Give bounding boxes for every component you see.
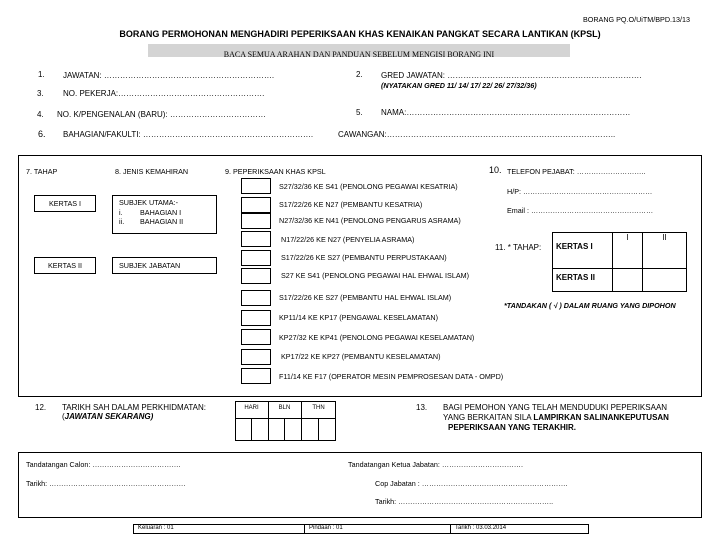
tarikh-calon[interactable]: Tarikh: ………………………………………………… xyxy=(26,479,186,488)
option-label-10: KP17/22 KE KP27 (PEMBANTU KESELAMATAN) xyxy=(281,352,441,361)
option-checkbox-3[interactable] xyxy=(241,213,271,229)
date-col-thn: THN xyxy=(312,405,325,411)
option-checkbox-2[interactable] xyxy=(241,197,271,213)
bahagian-1-label: BAHAGIAN I xyxy=(140,208,182,217)
field-13-line-1: BAGI PEMOHON YANG TELAH MENDUDUKI PEPERIKSAAN xyxy=(443,403,668,412)
field-13-number: 13. xyxy=(416,403,428,412)
field-13-line-3: PEPERIKSAAN YANG TERAKHIR. xyxy=(448,423,577,432)
field-2-number: 2. xyxy=(356,70,363,79)
option-checkbox-1[interactable] xyxy=(241,178,271,194)
jawatan-sekarang-label xyxy=(62,412,153,421)
tahap-cell-k1-ii[interactable] xyxy=(643,244,687,268)
option-checkbox-5[interactable] xyxy=(241,250,271,266)
bahagian-2-number: ii. xyxy=(119,217,125,226)
lampirkan-text: LAMPIRKAN SALINANKEPUTUSAN xyxy=(533,413,669,422)
tahap-row-kertas-1: KERTAS I xyxy=(556,242,593,251)
tarikh-footer: Tarikh : 03.03.2014 xyxy=(455,525,507,531)
field-5-number: 5. xyxy=(356,108,363,117)
tahap-col-ii: II xyxy=(662,233,667,242)
revision-divider-2 xyxy=(450,524,451,534)
cop-jabatan[interactable]: Cop Jabatan : ……………………………………………………. xyxy=(375,479,568,488)
gred-note: (NYATAKAN GRED 11/ 14/ 17/ 22/ 26/ 27/32/36) xyxy=(381,81,537,90)
field-13-line-2 xyxy=(443,413,669,422)
option-checkbox-11[interactable] xyxy=(241,368,271,384)
tandakan-note: *TANDAKAN ( √ ) DALAM RUANG YANG DIPOHON xyxy=(504,301,676,310)
field-email[interactable]: Email : …………………………………………… xyxy=(507,206,654,215)
option-label-5: S17/22/26 KE S27 (PEMBANTU PERPUSTAKAAN) xyxy=(281,253,447,262)
option-label-4: N17/22/26 KE N27 (PENYELIA ASRAMA) xyxy=(281,235,415,244)
option-label-8: KP11/14 KE KP17 (PENGAWAL KESELAMATAN) xyxy=(279,313,438,322)
field-10-number: 10. xyxy=(489,165,502,175)
tandatangan-ketua[interactable]: Tandatangan Ketua Jabatan: ……………………………. xyxy=(348,460,523,469)
subjek-utama-label: SUBJEK UTAMA:- xyxy=(119,198,178,207)
revision-table xyxy=(133,524,589,534)
field-4-number: 4. xyxy=(37,110,44,119)
field-12-number: 12. xyxy=(35,403,47,412)
field-cawangan[interactable]: CAWANGAN:………………………………………………………………………….. xyxy=(338,130,616,139)
field-3-number: 3. xyxy=(37,89,44,98)
tahap-col-i: I xyxy=(626,233,629,242)
option-checkbox-10[interactable] xyxy=(241,349,271,365)
jawatan-sekarang-paren: ( xyxy=(62,412,65,421)
keluaran: Keluaran : 01 xyxy=(138,525,174,531)
date-input-cells[interactable] xyxy=(236,419,335,440)
option-label-7: S17/22/26 KE S27 (PEMBANTU HAL EHWAL ISLAM) xyxy=(279,293,452,302)
subjek-jabatan-label: SUBJEK JABATAN xyxy=(119,261,181,270)
option-label-2: S17/22/26 KE N27 (PEMBANTU KESATRIA) xyxy=(279,200,423,209)
kertas-2-label: KERTAS II xyxy=(47,261,83,270)
option-checkbox-8[interactable] xyxy=(241,310,271,326)
jawatan-sekarang-text: JAWATAN SEKARANG) xyxy=(64,412,154,421)
field-nama[interactable]: NAMA:………………………………………………………………………… xyxy=(381,108,631,117)
tarikh-ketua[interactable]: Tarikh: ……………………………………………………….. xyxy=(375,497,554,506)
field-no-pekerja[interactable]: NO. PEKERJA:………………………………………………. xyxy=(63,89,265,98)
field-jawatan[interactable]: JAWATAN: ………………………………………………………. xyxy=(63,71,275,80)
option-checkbox-6[interactable] xyxy=(241,268,271,284)
banner-text: BACA SEMUA ARAHAN DAN PANDUAN SEBELUM MENGISI BORANG INI xyxy=(223,50,495,59)
tahap-cell-k2-i[interactable] xyxy=(613,269,642,292)
tarikh-sah-label: TARIKH SAH DALAM PERKHIDMATAN: xyxy=(62,403,207,412)
option-checkbox-9[interactable] xyxy=(241,329,271,345)
option-checkbox-4[interactable] xyxy=(241,231,271,247)
form-title: BORANG PERMOHONAN MENGHADIRI PEPERIKSAAN KHAS KENAIKAN PANGKAT SECARA LANTIKAN (KPSL) xyxy=(119,29,601,39)
option-label-3: N27/32/36 KE N41 (PENOLONG PENGARUS ASRAMA) xyxy=(279,216,461,225)
kertas-1-label: KERTAS I xyxy=(48,199,82,208)
field-6-number: 6. xyxy=(38,129,46,139)
field-1-number: 1. xyxy=(38,70,45,79)
tandatangan-calon[interactable]: Tandatangan Calon: ………………………………. xyxy=(26,460,181,469)
revision-divider-1 xyxy=(304,524,305,534)
field-bahagian-fakulti[interactable]: BAHAGIAN/FAKULTI: ………………………………………………………. xyxy=(63,130,314,139)
field-hp[interactable]: H/P: ……………………………………………… xyxy=(507,187,653,196)
option-label-6: S27 KE S41 (PENOLONG PEGAWAI HAL EHWAL ISLAM) xyxy=(281,271,469,280)
tahap-header: 7. TAHAP xyxy=(26,167,58,176)
subjek-utama-box xyxy=(112,195,217,234)
kertas-2-box xyxy=(34,257,96,274)
field-gred-jawatan[interactable]: GRED JAWATAN: ………………………………………………………………. xyxy=(381,71,642,80)
bahagian-1-number: i. xyxy=(119,208,123,217)
subjek-jabatan-box xyxy=(112,257,217,274)
tahap-row-kertas-2: KERTAS II xyxy=(556,273,595,282)
date-col-hari: HARI xyxy=(244,405,259,411)
field-telefon-pejabat[interactable]: TELEFON PEJABAT: ……………………….. xyxy=(507,167,646,176)
option-label-1: S27/32/36 KE S41 (PENOLONG PEGAWAI KESATRIA) xyxy=(279,182,458,191)
kertas-1-box xyxy=(34,195,96,212)
field-no-kp[interactable]: NO. K/PENGENALAN (BARU): ……………………………… xyxy=(57,110,266,119)
jenis-kemahiran-header: 8. JENIS KEMAHIRAN xyxy=(115,167,189,176)
option-label-9: KP27/32 KE KP41 (PENOLONG PEGAWAI KESELAMATAN) xyxy=(279,333,475,342)
tahap-cell-k2-ii[interactable] xyxy=(643,269,687,292)
peperiksaan-header: 9. PEPERIKSAAN KHAS KPSL xyxy=(225,167,326,176)
field-13-line-2-text: YANG BERKAITAN SILA xyxy=(443,413,534,422)
tahap-cell-k1-i[interactable] xyxy=(613,244,642,268)
option-label-11: F11/14 KE F17 (OPERATOR MESIN PEMPROSESAN DATA - OMPD) xyxy=(279,372,504,381)
date-col-bln: BLN xyxy=(278,405,291,411)
pindaan: Pindaan : 01 xyxy=(309,525,343,531)
option-checkbox-7[interactable] xyxy=(241,290,271,306)
bahagian-2-label: BAHAGIAN II xyxy=(140,217,184,226)
tahap-11-label: 11. * TAHAP: xyxy=(495,243,542,252)
instruction-banner xyxy=(148,44,570,57)
form-code: BORANG PQ.O/UiTM/BPD.13/13 xyxy=(582,15,690,24)
